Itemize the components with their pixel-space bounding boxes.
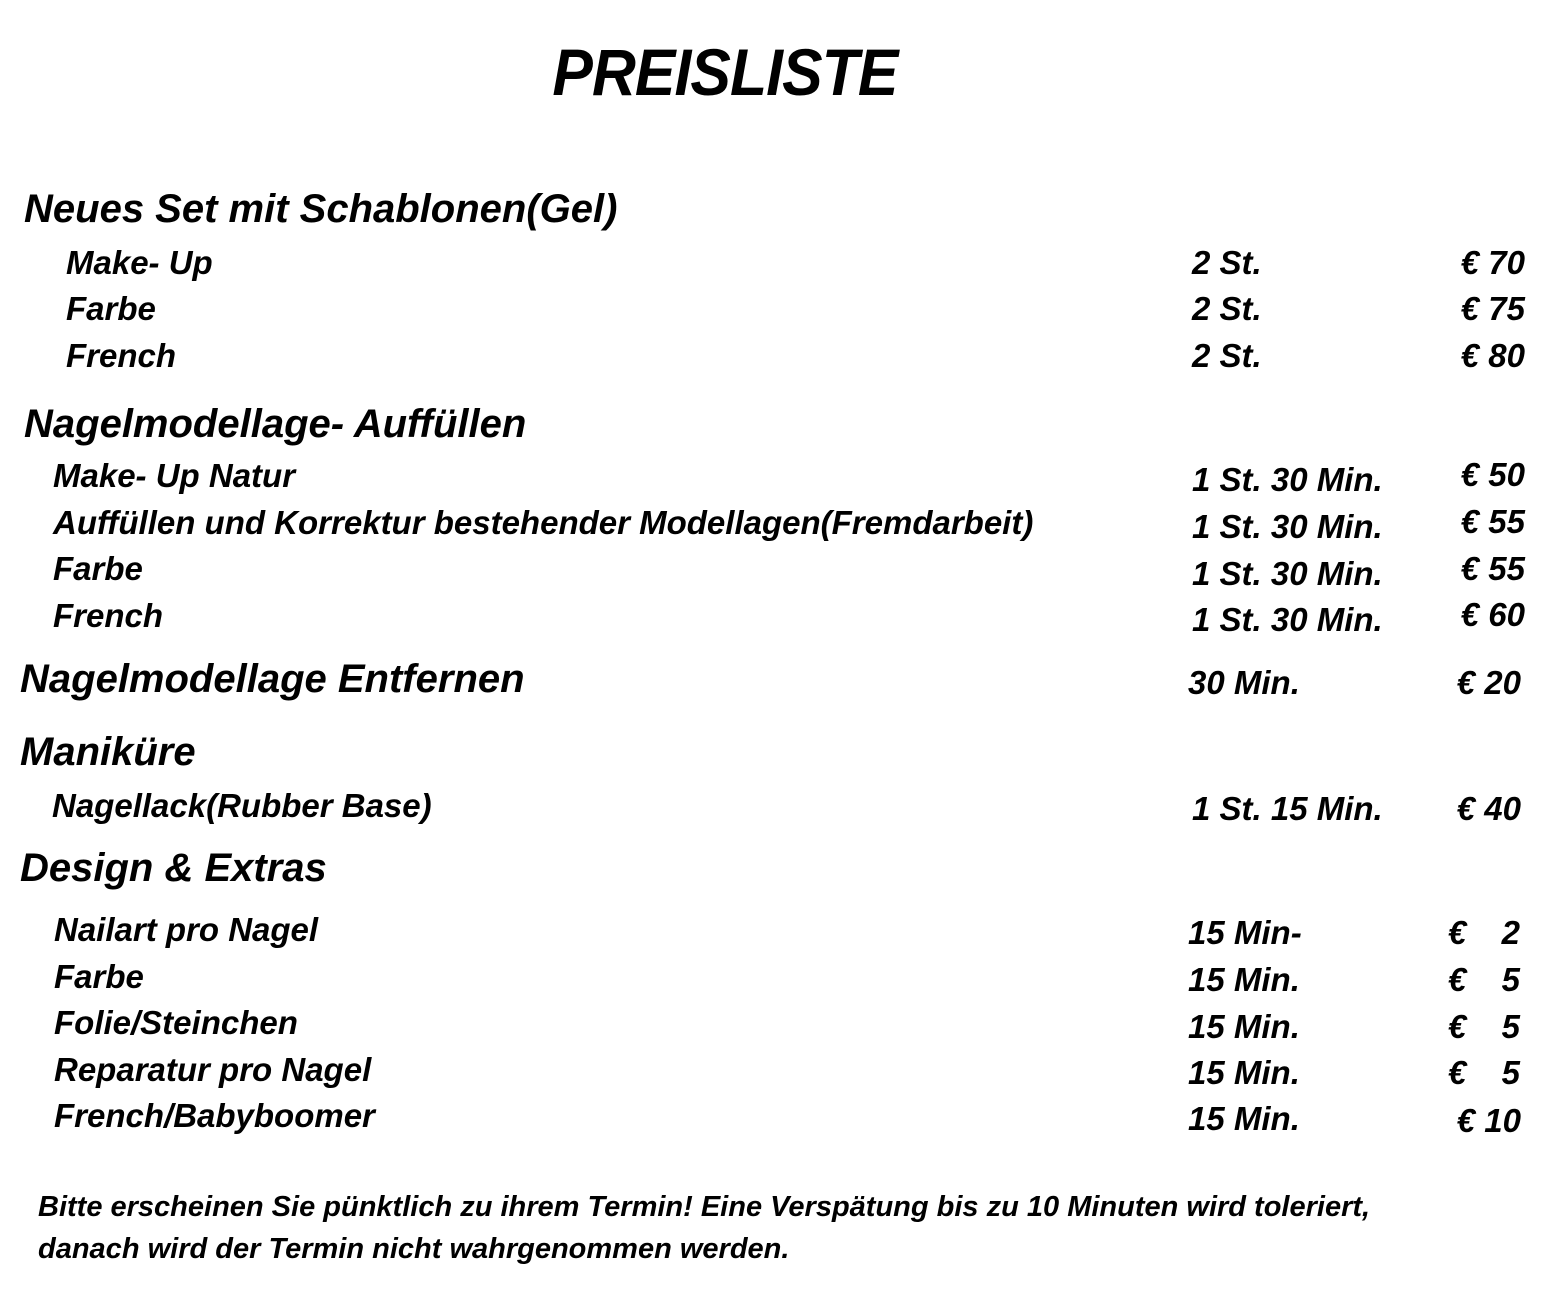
item-label: Farbe xyxy=(53,550,143,587)
price-amount: 5 xyxy=(1501,1008,1520,1045)
item-price: € 60 xyxy=(1460,596,1525,633)
item-label: Nagellack(Rubber Base) xyxy=(52,787,432,824)
item-duration: 15 Min. xyxy=(1188,961,1300,998)
item-price: € 50 xyxy=(1460,456,1525,493)
item-price xyxy=(1448,961,1520,999)
currency-sign: € xyxy=(1448,961,1467,998)
item-label: French/Babyboomer xyxy=(54,1097,375,1134)
currency-sign: € xyxy=(1448,914,1467,951)
item-price: € 10 xyxy=(1456,1102,1521,1139)
section-heading: Maniküre xyxy=(20,730,196,774)
footer-note xyxy=(38,1186,1538,1270)
section-heading: Neues Set mit Schablonen(Gel) xyxy=(24,187,618,231)
item-duration: 15 Min- xyxy=(1188,914,1302,951)
item-duration: 15 Min. xyxy=(1188,1100,1300,1137)
section-heading: Nagelmodellage- Auffüllen xyxy=(24,402,527,446)
item-duration: 2 St. xyxy=(1192,244,1262,281)
item-price: € 55 xyxy=(1460,550,1525,587)
item-duration: 1 St. 30 Min. xyxy=(1192,461,1383,498)
item-duration: 2 St. xyxy=(1192,337,1262,374)
item-price: € 55 xyxy=(1460,503,1525,540)
item-label: Farbe xyxy=(54,958,144,995)
item-label: Make- Up Natur xyxy=(53,457,296,494)
currency-sign: € xyxy=(1448,1008,1467,1045)
item-duration: 2 St. xyxy=(1192,290,1262,327)
item-price: € 75 xyxy=(1460,290,1525,327)
item-price xyxy=(1448,1008,1520,1046)
item-label: Folie/Steinchen xyxy=(54,1004,298,1041)
item-duration: 1 St. 30 Min. xyxy=(1192,508,1383,545)
item-duration: 1 St. 15 Min. xyxy=(1192,790,1383,827)
item-label: Nailart pro Nagel xyxy=(54,911,319,948)
section-heading: Nagelmodellage Entfernen xyxy=(20,657,525,701)
item-label: Reparatur pro Nagel xyxy=(54,1051,372,1088)
price-amount: 5 xyxy=(1501,961,1520,998)
section-heading: Design & Extras xyxy=(20,846,327,890)
footer-note-line: danach wird der Termin nicht wahrgenommen werden. xyxy=(38,1233,790,1265)
item-duration: 30 Min. xyxy=(1188,664,1300,701)
page-title: PREISLISTE xyxy=(552,35,898,109)
item-price: € 40 xyxy=(1456,790,1521,827)
item-label: French xyxy=(66,337,177,374)
item-label: French xyxy=(53,597,164,634)
item-duration: 15 Min. xyxy=(1188,1054,1300,1091)
price-amount: 5 xyxy=(1501,1054,1520,1091)
item-label: Make- Up xyxy=(66,244,213,281)
item-price xyxy=(1448,1054,1520,1092)
item-label: Auffüllen und Korrektur bestehender Modellagen(Fremdarbeit) xyxy=(53,504,1034,541)
currency-sign: € xyxy=(1448,1054,1467,1091)
item-price: € 80 xyxy=(1460,337,1525,374)
item-duration: 1 St. 30 Min. xyxy=(1192,601,1383,638)
item-duration: 1 St. 30 Min. xyxy=(1192,555,1383,592)
item-label: Farbe xyxy=(66,290,156,327)
footer-note-line: Bitte erscheinen Sie pünktlich zu ihrem Termin! Eine Verspätung bis zu 10 Minuten wird toleriert, xyxy=(38,1191,1371,1223)
item-price xyxy=(1448,914,1520,952)
item-price: € 20 xyxy=(1456,664,1521,701)
item-duration: 15 Min. xyxy=(1188,1008,1300,1045)
price-amount: 2 xyxy=(1501,914,1520,951)
item-price: € 70 xyxy=(1460,244,1525,281)
